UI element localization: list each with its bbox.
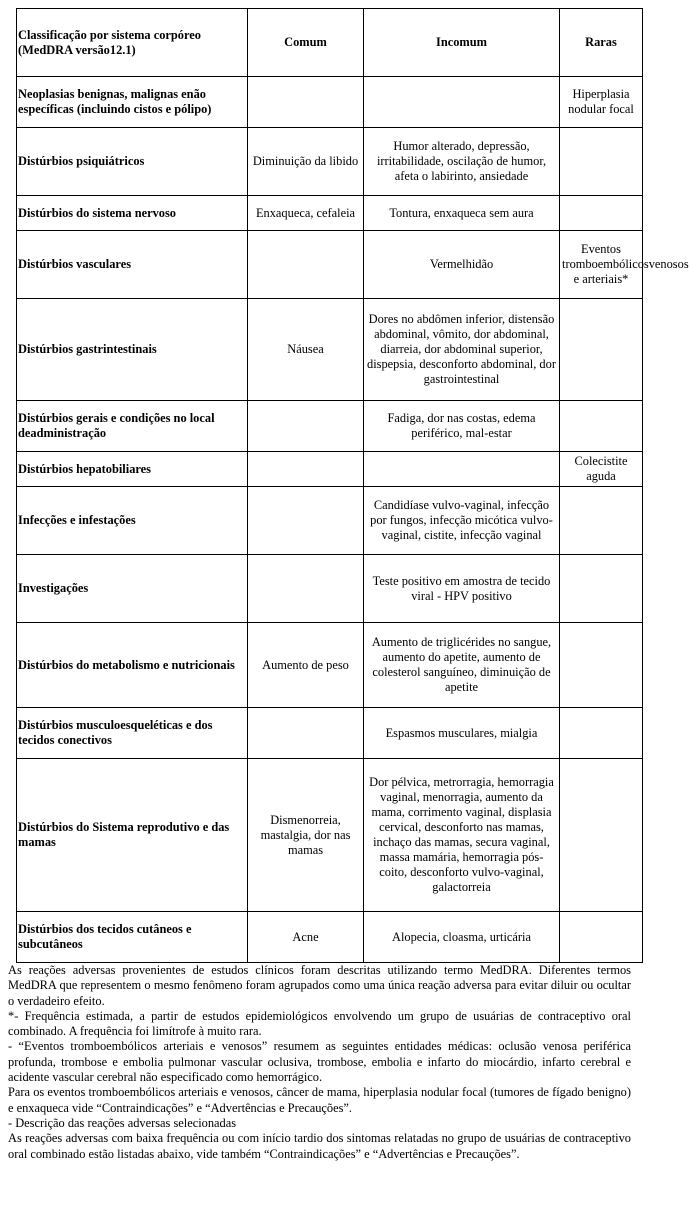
header-system-class: Classificação por sistema corpóreo (MedDRA versão12.1) (17, 9, 248, 77)
rare-cell (560, 759, 643, 912)
uncommon-cell: Vermelhidão (364, 231, 560, 299)
common-cell: Diminuição da libido (248, 128, 364, 196)
system-class-cell: Distúrbios hepatobiliares (17, 452, 248, 487)
note-frequency-estimate: *- Frequência estimada, a partir de estudos epidemiológicos envolvendo um grupo de usuárias de contraceptivo oral combinado. A frequência foi limítrofe à muito rara. (8, 1008, 631, 1039)
common-cell (248, 231, 364, 299)
system-class-cell: Distúrbios dos tecidos cutâneos e subcutâneos (17, 912, 248, 963)
note-meddra-terms: As reações adversas provenientes de estudos clínicos foram descritas utilizando termo MedDRA. Diferentes termos MedDRA que representem o mesmo fenômeno foram agrupados como uma única reação adversa para evitar diluir ou ocultar o verdadeiro efeito. (8, 963, 631, 1008)
table-row (17, 128, 643, 196)
note-late-onset-reactions: As reações adversas com baixa frequência ou com início tardio dos sintomas relatadas no grupo de usuárias de contraceptivo oral combinado estão listadas abaixo, vide também “Contraindicações” e “Advertências e Precauções”. (8, 1131, 631, 1161)
table-row (17, 401, 643, 452)
note-selected-reactions: - Descrição das reações adversas selecionadas (8, 1115, 237, 1130)
table-row (17, 77, 643, 128)
rare-cell (560, 128, 643, 196)
system-class-cell: Distúrbios musculoesqueléticas e dos tecidos conectivos (17, 708, 248, 759)
uncommon-cell: Dor pélvica, metrorragia, hemorragia vaginal, menorragia, aumento da mama, corrimento vaginal, displasia cervical, desconforto nas mamas, inchaço das mamas, secura vaginal, massa mamária, hemorragia pós-coito, desconforto vulvo-vaginal, galactorreia (364, 759, 560, 912)
rare-cell (560, 708, 643, 759)
common-cell: Enxaqueca, cefaleia (248, 196, 364, 231)
table-row (17, 708, 643, 759)
system-class-cell: Infecções e infestações (17, 487, 248, 555)
uncommon-cell: Teste positivo em amostra de tecido viral - HPV positivo (364, 555, 560, 623)
common-cell (248, 452, 364, 487)
system-class-cell: Distúrbios do metabolismo e nutricionais (17, 623, 248, 708)
table-row (17, 487, 643, 555)
header-uncommon: Incomum (364, 9, 560, 77)
system-class-cell: Distúrbios vasculares (17, 231, 248, 299)
uncommon-cell: Aumento de triglicérides no sangue, aumento do apetite, aumento de colesterol sanguíneo, diminuição de apetite (364, 623, 560, 708)
common-cell (248, 555, 364, 623)
table-row (17, 759, 643, 912)
common-cell (248, 77, 364, 128)
system-class-cell: Investigações (17, 555, 248, 623)
adverse-reactions-table (16, 8, 689, 963)
system-class-cell: Distúrbios gerais e condições no local deadministração (17, 401, 248, 452)
rare-cell (560, 912, 643, 963)
system-class-cell: Distúrbios psiquiátricos (17, 128, 248, 196)
system-class-cell: Distúrbios gastrintestinais (17, 299, 248, 401)
rare-cell (560, 401, 643, 452)
table-row (17, 231, 643, 299)
table-row (17, 912, 643, 963)
common-cell: Acne (248, 912, 364, 963)
common-cell (248, 487, 364, 555)
table-row (17, 196, 643, 231)
uncommon-cell: Candidíase vulvo-vaginal, infecção por fungos, infecção micótica vulvo-vaginal, cistite, infecção vaginal (364, 487, 560, 555)
common-cell (248, 708, 364, 759)
uncommon-cell (364, 452, 560, 487)
table-row (17, 452, 643, 487)
rare-cell (560, 555, 643, 623)
common-cell: Aumento de peso (248, 623, 364, 708)
table-row (17, 299, 643, 401)
uncommon-cell: Dores no abdômen inferior, distensão abdominal, vômito, dor abdominal, diarreia, dor abdominal superior, dispepsia, desconforto abdominal, dor gastrointestinal (364, 299, 560, 401)
uncommon-cell (364, 77, 560, 128)
rare-cell (560, 299, 643, 401)
table-header-row (17, 9, 643, 77)
uncommon-cell: Espasmos musculares, mialgia (364, 708, 560, 759)
common-cell (248, 401, 364, 452)
rare-cell: Colecistite aguda (560, 452, 643, 487)
common-cell: Dismenorreia, mastalgia, dor nas mamas (248, 759, 364, 912)
system-class-cell: Distúrbios do Sistema reprodutivo e das mamas (17, 759, 248, 912)
system-class-cell: Distúrbios do sistema nervoso (17, 196, 248, 231)
table-row (17, 555, 643, 623)
uncommon-cell: Humor alterado, depressão, irritabilidade, oscilação de humor, afeta o labirinto, ansiedade (364, 128, 560, 196)
header-rare: Raras (560, 9, 643, 77)
table-row (17, 623, 643, 708)
system-class-cell: Neoplasias benignas, malignas enão específicas (incluindo cistos e pólipo) (17, 77, 248, 128)
header-common: Comum (248, 9, 364, 77)
common-cell: Náusea (248, 299, 364, 401)
uncommon-cell: Tontura, enxaqueca sem aura (364, 196, 560, 231)
note-see-contraindications: Para os eventos tromboembólicos arteriais e venosos, câncer de mama, hiperplasia nodular focal (tumores de fígado benigno) e enxaqueca vide “Contraindicações” e “Advertências e Precauções”. (8, 1085, 631, 1115)
footnotes (8, 963, 631, 1162)
note-thromboembolic-events: - “Eventos tromboembólicos arteriais e venosos” resumem as seguintes entidades médicas: oclusão venosa periférica profunda, trombose e embolia pulmonar vascular oclusiva, trombose, embolia e infarto do miocárdio, infarto cerebral e acidente vascular cerebral não especificado como hemorrágico. (8, 1039, 631, 1085)
uncommon-cell: Alopecia, cloasma, urticária (364, 912, 560, 963)
uncommon-cell: Fadiga, dor nas costas, edema periférico, mal-estar (364, 401, 560, 452)
rare-cell (560, 487, 643, 555)
rare-cell: Eventos tromboembólicosvenosos e arteriais* (560, 231, 643, 299)
rare-cell: Hiperplasia nodular focal (560, 77, 643, 128)
rare-cell (560, 623, 643, 708)
rare-cell (560, 196, 643, 231)
